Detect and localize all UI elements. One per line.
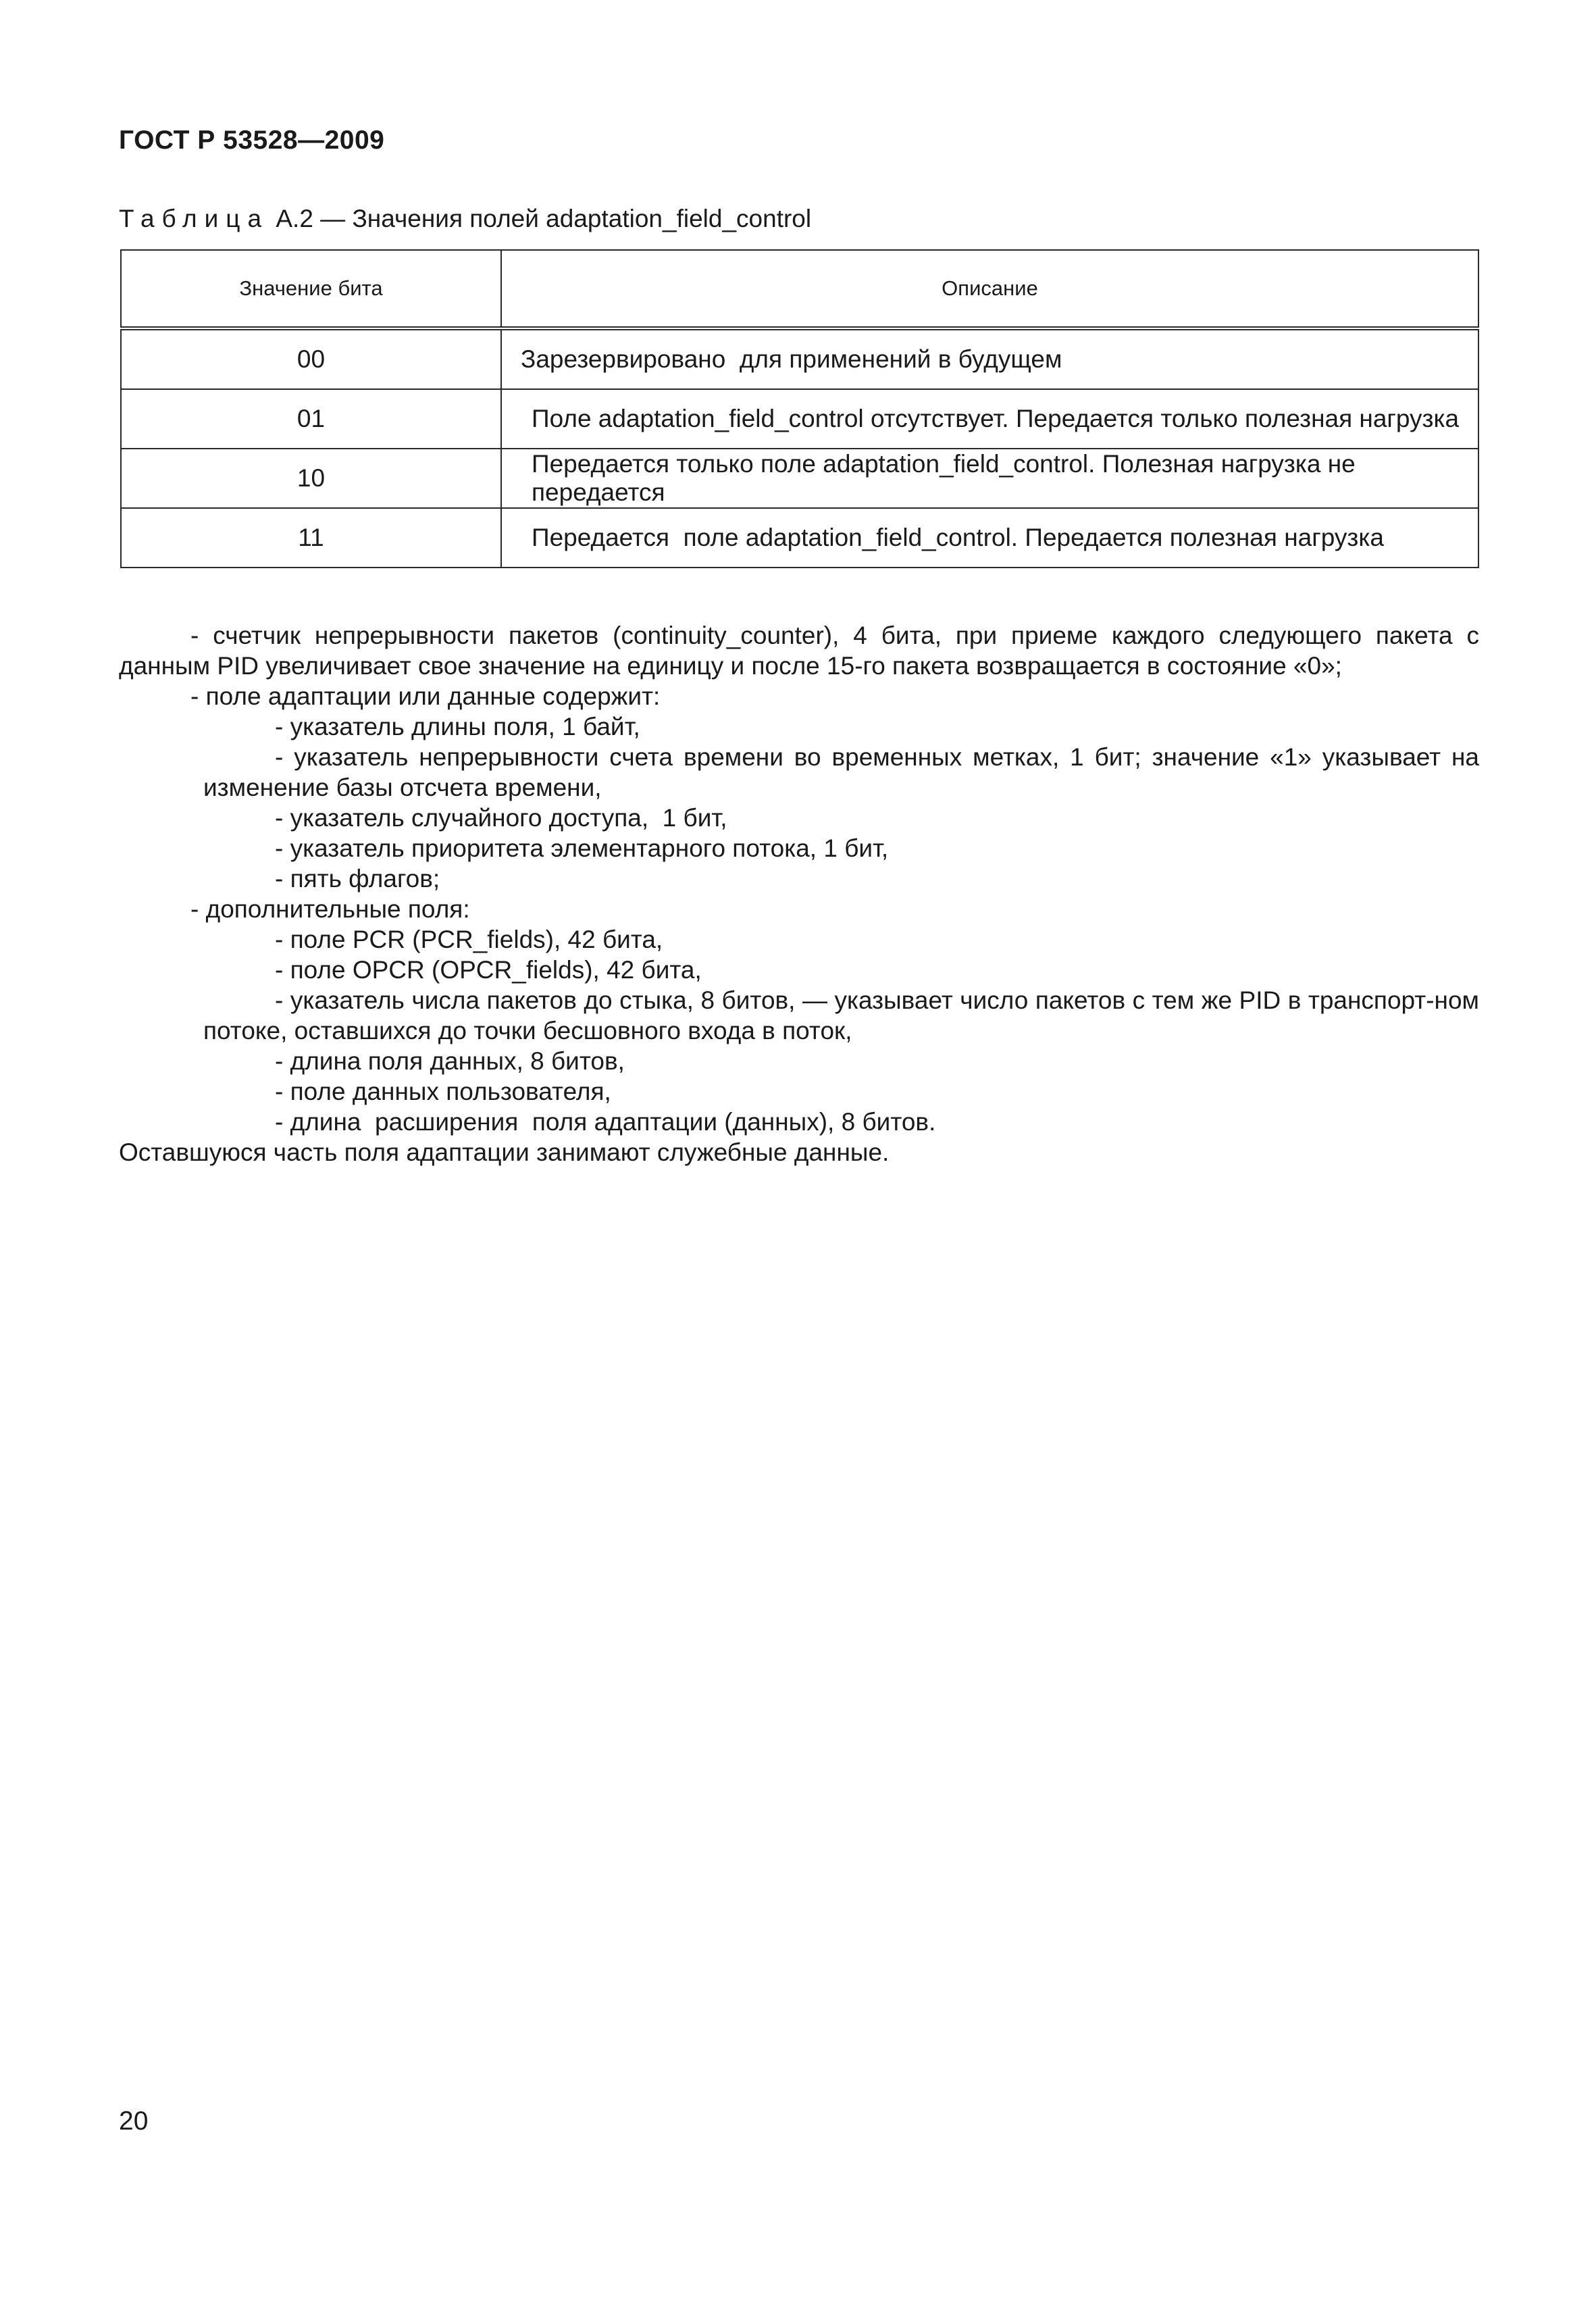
list-item: - указатель числа пакетов до стыка, 8 битов, — указывает число пакетов с тем же PID в транспорт-ном потоке, оставшихся до точки бесшовного входа в поток, xyxy=(203,986,1479,1045)
row-code: 11 xyxy=(121,508,501,568)
table-row xyxy=(121,508,1478,568)
table-caption-text: А.2 — Значения полей adaptation_field_control xyxy=(276,205,812,232)
table-caption-word: Таблица xyxy=(119,205,269,232)
paragraph-continuity-counter: - счетчик непрерывности пакетов (continuity_counter), 4 бита, при приеме каждого следующего пакета с данным PID увеличивает свое значение на единицу и после 15-го пакета возвращается в состояние «0»; xyxy=(119,622,1479,680)
list-item: - длина поля данных, 8 битов, xyxy=(275,1047,625,1075)
row-description: Поле adaptation_field_control отсутствует. Передается только полезная нагрузка xyxy=(501,389,1478,449)
list-item: - длина расширения поля адаптации (данных), 8 битов. xyxy=(275,1108,936,1136)
list-item: - поле данных пользователя, xyxy=(275,1078,611,1105)
row-code: 01 xyxy=(121,389,501,449)
document-code-header: ГОСТ Р 53528—2009 xyxy=(119,126,385,155)
adaptation-field-control-table xyxy=(120,249,1479,568)
list-item: - поле OPCR (OPCR_fields), 42 бита, xyxy=(275,956,702,984)
paragraph-remaining: Оставшуюся часть поля адаптации занимают служебные данные. xyxy=(119,1138,890,1166)
list-item: - указатель непрерывности счета времени во временных метках, 1 бит; значение «1» указывает на изменение базы отсчета времени, xyxy=(203,743,1479,801)
table-header-row xyxy=(121,250,1478,328)
table-caption xyxy=(119,205,811,233)
table-row xyxy=(121,449,1478,508)
row-code: 00 xyxy=(121,328,501,389)
row-description: Передается поле adaptation_field_control. Передается полезная нагрузка xyxy=(501,508,1478,568)
list-item: - указатель длины поля, 1 байт, xyxy=(275,713,640,740)
list-item: - указатель случайного доступа, 1 бит, xyxy=(275,804,727,832)
page-number: 20 xyxy=(119,2107,149,2136)
table-row xyxy=(121,328,1478,389)
list-item: - указатель приоритета элементарного потока, 1 бит, xyxy=(275,834,889,862)
paragraph-additional-fields: - дополнительные поля: xyxy=(190,895,470,923)
list-item: - поле PCR (PCR_fields), 42 бита, xyxy=(275,926,663,953)
paragraph-adaptation-field: - поле адаптации или данные содержит: xyxy=(190,682,661,710)
row-description: Зарезервировано для применений в будущем xyxy=(501,328,1478,389)
row-code: 10 xyxy=(121,449,501,508)
header-description: Описание xyxy=(501,250,1478,328)
row-description: Передается только поле adaptation_field_control. Полезная нагрузка не передается xyxy=(501,449,1478,508)
table-row xyxy=(121,389,1478,449)
list-item: - пять флагов; xyxy=(275,865,440,892)
body-text xyxy=(119,620,1479,1167)
header-bit-value: Значение бита xyxy=(121,250,501,328)
